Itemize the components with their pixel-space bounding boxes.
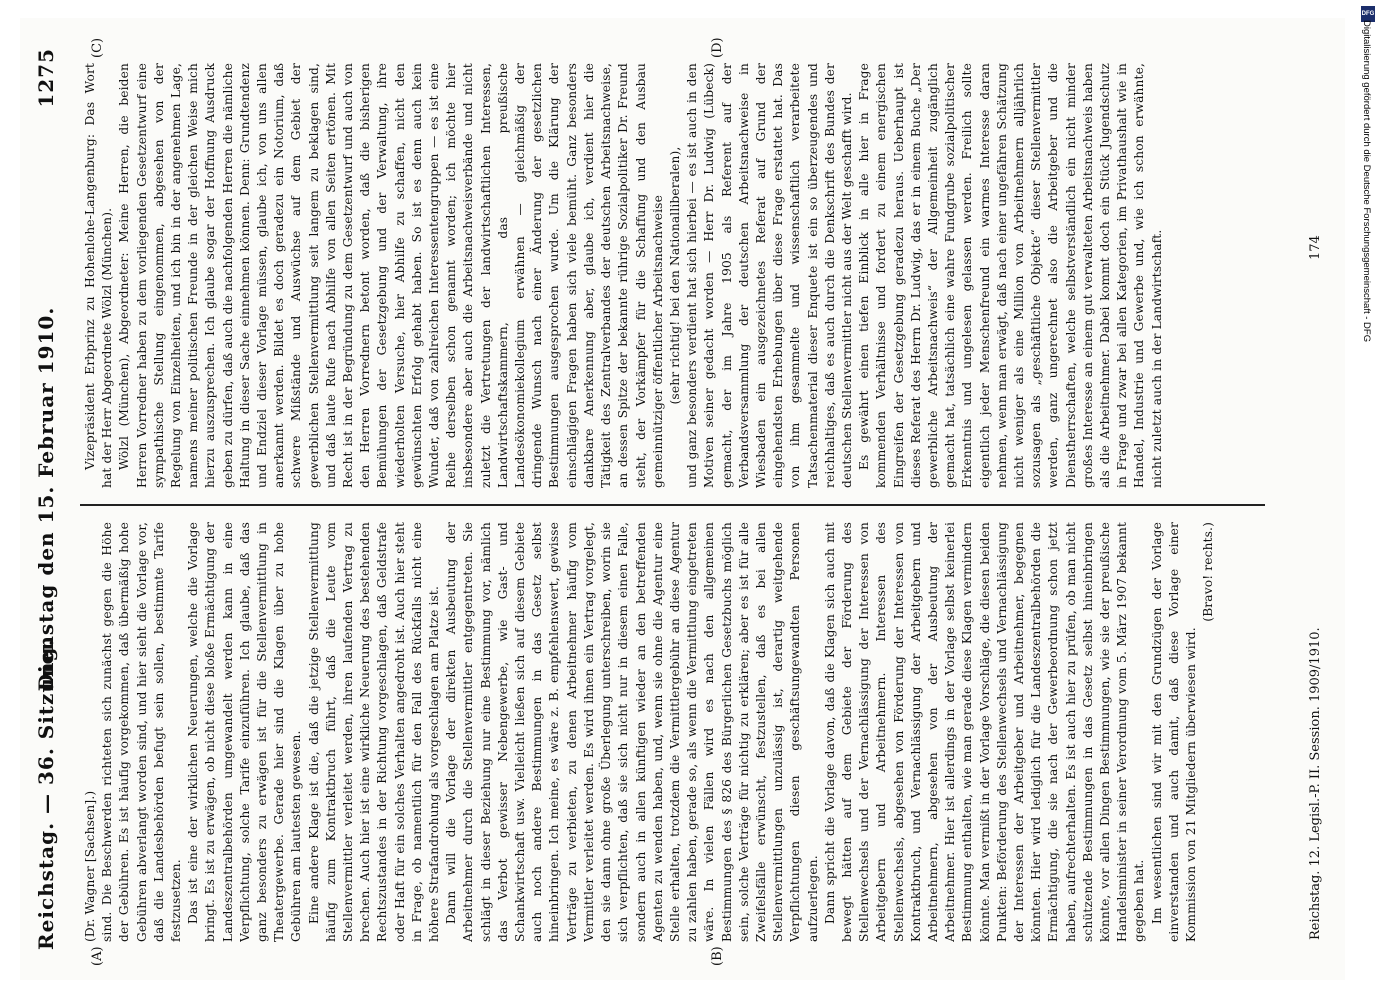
paragraph: Vizepräsident Erbprinz zu Hohenlohe-Langenburg: Das Wort hat der Herr Abgeordnete Wölzl (München). [83, 63, 115, 488]
paragraph: Wölzl (München), Abgeordneter: Meine Herren, die beiden Herren Vorredner haben zu dem vorliegenden Gesetzentwurf eine sympathische Stellung eingenommen, abgesehen von der Regelung von Einzelheiten, und ich bin in der angenehmen Lage, namens meiner politischen Freunde in der gleichen Weise mich hierzu auszusprechen. Ich glaube sogar der Hoffnung Ausdruck geben zu dürfen, daß auch die nachfolgenden Herren die nämliche Haltung in dieser Sache einnehmen können. Denn: Grundtendenz und Endziel dieser Vorlage müssen, glaube ich, von uns allen anerkannt werden. Bildet es doch geradezu ein Notorium, daß schwere Mißstände und Auswüchse auf dem Gebiet der gewerblichen Stellenvermittlung seit langem zu beklagen sind, und daß laute Rufe nach Abhilfe von allen Seiten ertönen. Mit Recht ist in der Begründung zu dem Gesetzentwurf und auch von den Herren Vorrednern betont worden, daß die bisherigen Bemühungen der Gesetzgebung und der Verwaltung, ihre wiederholten Versuche, hier Abhilfe zu schaffen, nicht den gewünschten Erfolg gehabt haben. So ist es denn auch kein Wunder, daß von zahlreichen Interessentengruppen — es ist eine Reihe derselben schon genannt worden; ich möchte hier insbesondere aber auch die Arbeitsnachweisverbände und nicht zuletzt die Vertretungen der landwirtschaftlichen Interessen, Landwirtschaftskammern, das preußische Landesökonomiekollegium erwähnen — gleichmäßig der dringende Wunsch nach einer Änderung der gesetzlichen Bestimmungen ausgesprochen wurde. Um die Klärung der einschlägigen Fragen haben sich viele bemüht. Ganz besonders dankbare Anerkennung aber, glaube ich, verdient hier die Tätigkeit des Zentralverbandes der deutschen Arbeitsnachweise, an dessen Spitze der bekannte rührige Sozialpolitiker Dr. Freund steht, der Vorkämpfer für die Schaffung und den Ausbau gemeinnütziger öffentlicher Arbeitsnachweise [117, 63, 665, 488]
column-divider [80, 505, 1265, 507]
paragraph: sind. Die Beschwerden richteten sich zunächst gegen die Höhe der Gebühren. Es ist häufig vorgekommen, daß übermäßig hohe Gebühren abverlangt worden sind, und hier sieht die Vorlage vor, daß die Landesbehörden befugt sein sollen, bestimmte Tarife festzusetzen. [100, 522, 184, 942]
paragraph: Es gewährt einen tiefen Einblick in alle hier in Frage kommenden Verhältnisse und fordert zu einem energischen Eingreifen der Gesetzgebung geradezu heraus. Ueberhaupt ist dieses Referat des Herrn Dr. Ludwig, das er in einem Buche „Der gewerbliche Arbeitsnachweis“ der Allgemeinheit zugänglich gemacht hat, tatsächlich eine wahre Fundgrube sozialpolitischer Erkenntnis und ungelesen gelassen werden. Freilich sollte eigentlich jeder Menschenfreund ein warmes Interesse daran nehmen, wenn man erwägt, daß nach einer ungefähren Schätzung nicht weniger als eine Million von Arbeitnehmern alljährlich sozusagen als „geschäftliche Objekte“ dieser Stellenvermittler werden, ganz ungerechnet also die Arbeitgeber und die Dienstherrschaften, welche selbstverständlich ein nicht minder großes Interesse an einem gut verwalteten Arbeitsnachweis haben als die Arbeitnehmer. Dabei kommt doch ein Stück Jugendschutz in Frage und zwar bei allen Kategorien, im Privathaushalt wie in Handel, Industrie und Gewerbe und, wie ich schon erwähnte, nicht zuletzt auch in der Landwirtschaft. [857, 63, 1164, 488]
rotated-page-body [20, 18, 1345, 980]
credit-text: Digitalisierung gefördert durch die Deutsche Forschungsgemeinschaft - DFG [1361, 20, 1372, 343]
footer-sheet-number: 174 [1308, 235, 1323, 260]
paragraph: Dann spricht die Vorlage davon, daß die Klagen sich auch mit bewegt hätten auf dem Gebiete der Förderung des Stellenwechsels und der Vernachlässigung der Interessen von Arbeitgebern und Arbeitnehmern. Interessen des Stellenwechsels, abgesehen von Förderung der Interessen von Kontraktbruch, und Vernachlässigung der Arbeitgebern und Arbeitnehmern, abgesehen von der Ausbeutung der Arbeitnehmer. Hier ist allerdings in der Vorlage selbst keinerlei Bestimmung enthalten, wie man gerade diese Klagen vermindern könnte. Man vermißt in der Vorlage Vorschläge, die diesen beiden Punkten: Beförderung des Stellenwechsels und Vernachlässigung der Interessen der Arbeitgeber und Arbeitnehmer, begegnen könnten. Hier wird lediglich für die Landeszentralbehörden die Ermächtigung, die sie nach der Gewerbeordnung schon jetzt haben, aufrechterhalten. Es ist auch hier zu prüfen, ob man nicht schützende Bestimmungen in das Gesetz selbst hineinbringen könnte, vor allen Dingen Bestimmungen, wie sie der preußische Handelsminister in seiner Verordnung vom 5. März 1907 bekannt gegeben hat. [822, 522, 1147, 942]
dfg-logo: DFG [1361, 6, 1375, 22]
margin-mark-a: (A) [90, 946, 105, 966]
left-text-column [82, 522, 1262, 942]
header-date: Dienstag den 15. Februar 1910. [34, 306, 58, 692]
paragraph: Im wesentlichen sind wir mit den Grundzügen der Vorlage einverstanden und auch damit, daß diese Vorlage einer Kommission von 21 Mitgliedern überwiesen wird. [1149, 522, 1198, 942]
margin-mark-b: (B) [710, 946, 725, 966]
paragraph: Das ist eine der wirklichen Neuerungen, welche die Vorlage bringt. Es ist zu erwägen, ob nicht diese bloße Ermächtigung der Landeszentralbehörden umgewandelt werden kann in eine Verpflichtung, solche Tarife einzuführen. Ich glaube, daß das ganz besonders zu erwägen ist für die Stellenvermittlung in Theatergewerbe. Gerade hier sind die Klagen über zu hohe Gebühren am lautesten gewesen. [186, 522, 304, 942]
paragraph: Dann will die Vorlage der direkten Ausbeutung der Arbeitnehmer durch die Stellenvermittler entgegentreten. Sie schlägt in dieser Beziehung nur eine Bestimmung vor, nämlich das Verbot gewisser Nebengewerbe, wie Gast- und Schankwirtschaft usw. Vielleicht ließen sich auf diesem Gebiete auch noch andere Bestimmungen in das Gesetz selbst hineinbringen. Ich meine, es wäre z. B. empfehlenswert, gewisse Verträge zu verbieten, zu denen Arbeitnehmer häufig vom Vermittler verleitet werden. Es wird ihnen ein Vertrag vorgelegt, den sie dann ohne große Überlegung unterschreiben, worin sie sich verpflichten, daß sie sich nicht nur in diesem einen Falle, sondern auch in allen künftigen wieder an den betreffenden Agenten zu wenden haben, und, wenn sie ohne die Agentur eine Stelle erhalten, trotzdem die Vermittlergebühr an diese Agentur zu zahlen haben, gerade so, als wenn die Vermittlung eingetreten wäre. In vielen Fällen wird es nach den allgemeinen Bestimmungen des § 826 des Bürgerlichen Gesetzbuchs möglich sein, solche Verträge für nichtig zu erklären; aber es ist für alle Zweifelsfälle erwünscht, festzustellen, daß es bei allen Stellenvermittlungen unzulässig ist, derartig weitgehende Verpflichtungen diesen geschäftsungewandten Personen aufzuerlegen. [444, 522, 820, 942]
paragraph: und ganz besonders verdient hat sich hierbei — es ist auch in den Motiven seiner gedacht worden — Herr Dr. Ludwig (Lübeck) gemacht, der im Jahre 1905 als Referent auf der Verbandsversammlung der deutschen Arbeitsnachweise in Wiesbaden ein ausgezeichnetes Referat auf Grund der eingehendsten Erhebungen über diese Frage erstattet hat. Das von ihm gesammelte und wissenschaftlich verarbeitete Tatsachenmaterial dieser Enquete ist ein so überzeugendes und reichhaltiges, daß es auch durch die Denkschrift des Bundes der deutschen Stellenvermittler nicht aus der Welt geschafft wird. [685, 63, 854, 488]
header-left: Reichstag. — 36. Sitzung. [34, 638, 58, 950]
footer-session: Reichstag. 12. Legisl.-P. II. Session. 1909/1910. [1308, 627, 1323, 940]
speaker-tag: (Dr. Wagner [Sachsen].) [83, 790, 97, 942]
interjection: (sehr richtig! bei den Nationalliberalen), [667, 146, 682, 405]
margin-mark-d: (D) [710, 37, 725, 58]
paragraph: Eine andere Klage ist die, daß die jetzige Stellenvermittlung häufig zum Kontraktbruch führt, daß die Leute vom Stellenvermittler verleitet werden, ihren laufenden Vertrag zu brechen. Auch hier ist eine wirkliche Neuerung des bestehenden Rechtszustandes in der Richtung vorgeschlagen, daß Geldstrafe oder Haft für ein solches Verhalten angedroht ist. Auch hier steht in Frage, ob namentlich für den Fall des Rückfalls nicht eine höhere Strafandrohung als vorgeschlagen am Platze ist. [306, 522, 442, 942]
right-text-column [82, 63, 1262, 488]
margin-mark-c: (C) [90, 37, 105, 58]
running-header [34, 48, 68, 950]
page-number: 1275 [34, 48, 58, 108]
digitization-credit [1352, 20, 1374, 980]
scanned-page [20, 18, 1345, 980]
applause-note: (Bravo! rechts.) [1201, 522, 1216, 622]
